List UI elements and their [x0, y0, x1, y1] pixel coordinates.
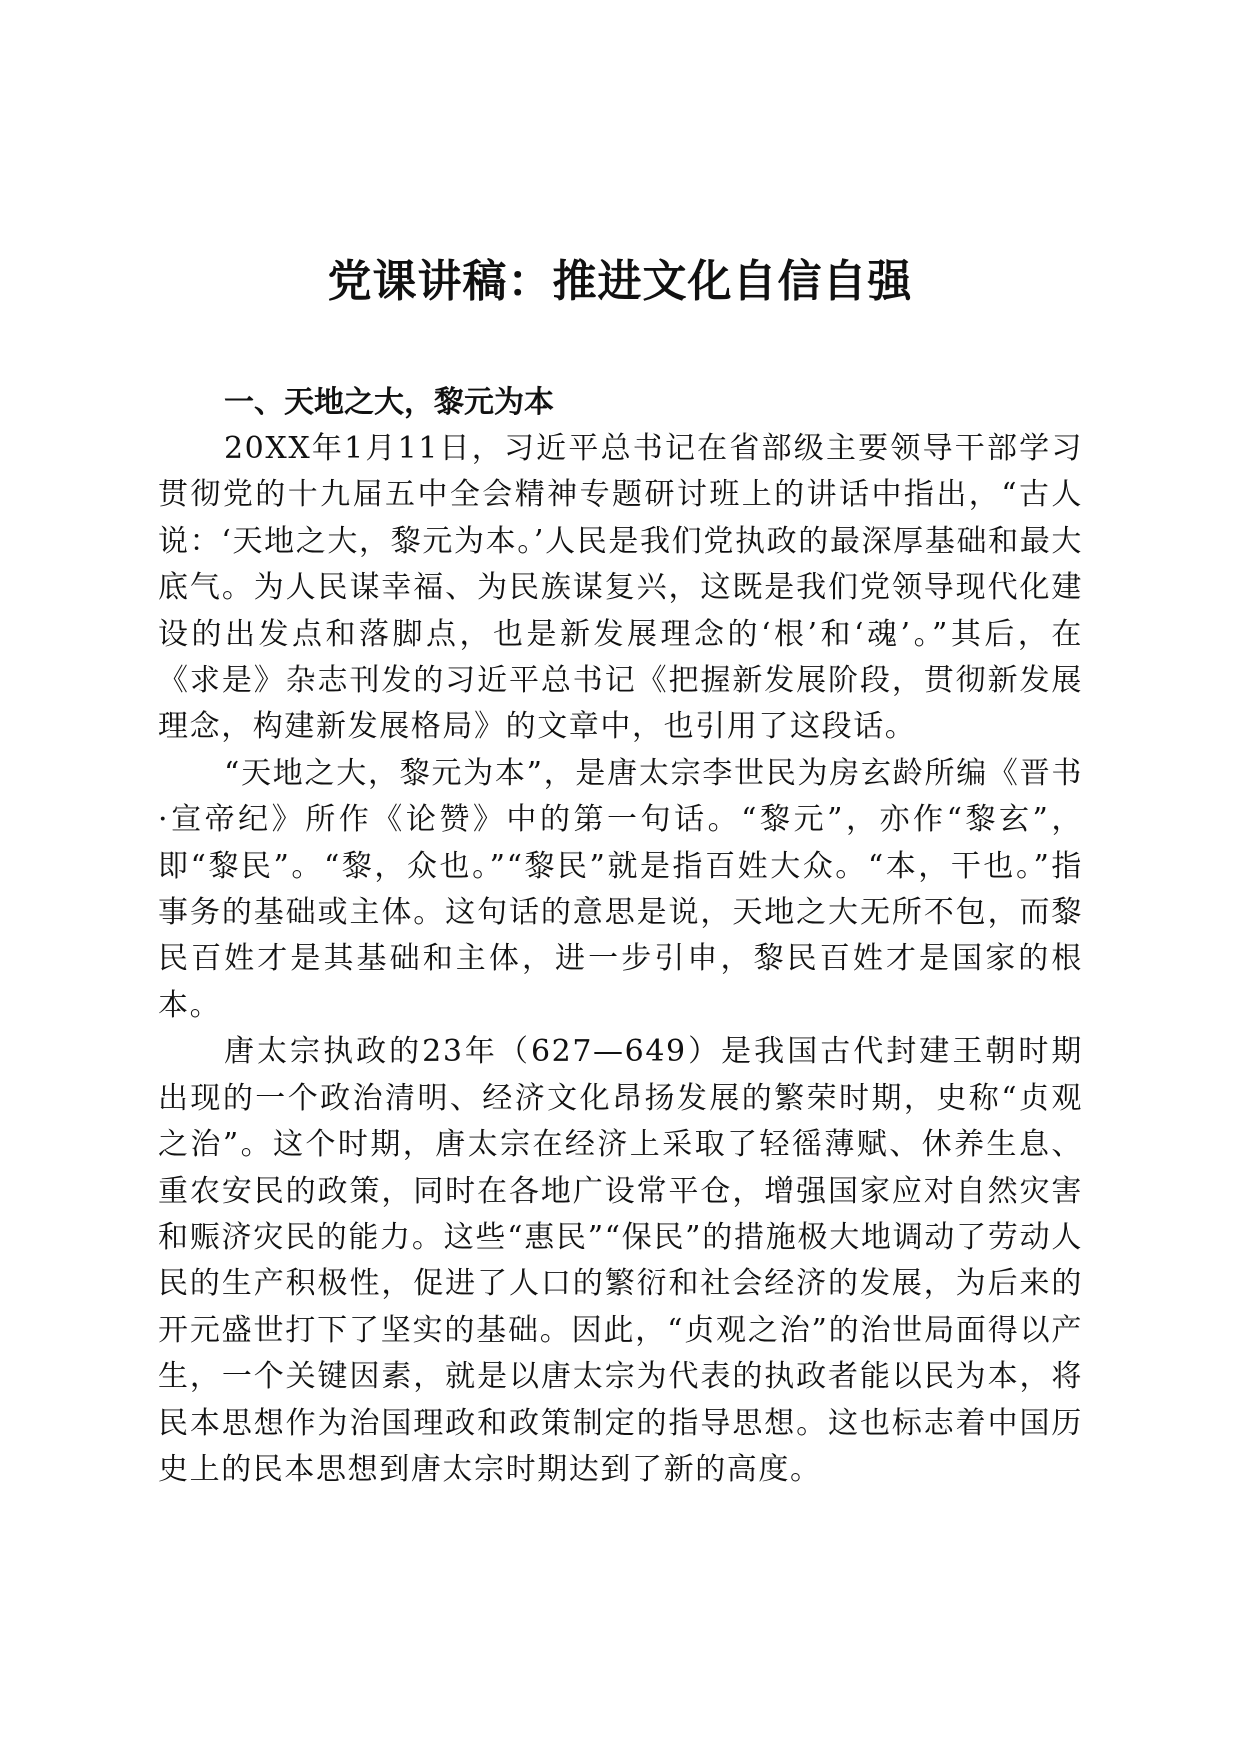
paragraph-3: 唐太宗执政的23年（627—649）是我国古代封建王朝时期出现的一个政治清明、经济文化昂扬发展的繁荣时期，史称“贞观之治”。这个时期，唐太宗在经济上采取了轻徭薄赋、休养生息、重农安民的政策，同时在各地广设常平仓，增强国家应对自然灾害和赈济灾民的能力。这些“惠民”“保民”的措施极大地调动了劳动人民的生产积极性，促进了人口的繁衍和社会经济的发展，为后来的开元盛世打下了坚实的基础。因此，“贞观之治”的治世局面得以产生，一个关键因素，就是以唐太宗为代表的执政者能以民为本，将民本思想作为治国理政和政策制定的指导思想。这也标志着中国历史上的民本思想到唐太宗时期达到了新的高度。: [158, 1034, 1083, 1487]
section-heading: 一、天地之大，黎元为本: [224, 385, 554, 420]
paragraph-2: “天地之大，黎元为本”，是唐太宗李世民为房玄龄所编《晋书·宣帝纪》所作《论赞》中的第一句话。“黎元”，亦作“黎玄”，即“黎民”。“黎，众也。”“黎民”就是指百姓大众。“本，干也。”指事务的基础或主体。这句话的意思是说，天地之大无所不包，而黎民百姓才是其基础和主体，进一步引申，黎民百姓才是国家的根本。: [158, 755, 1083, 1023]
document-body: [158, 380, 1083, 1493]
document-title: 党课讲稿：推进文化自信自强: [327, 256, 913, 307]
paragraph-1: 20XX年1月11日，习近平总书记在省部级主要领导干部学习贯彻党的十九届五中全会精神专题研讨班上的讲话中指出，“古人说：‘天地之大，黎元为本。’人民是我们党执政的最深厚基础和最大底气。为人民谋幸福、为民族谋复兴，这既是我们党领导现代化建设的出发点和落脚点，也是新发展理念的‘根’和‘魂’。”其后，在《求是》杂志刊发的习近平总书记《把握新发展阶段，贯彻新发展理念，构建新发展格局》的文章中，也引用了这段话。: [158, 431, 1083, 745]
